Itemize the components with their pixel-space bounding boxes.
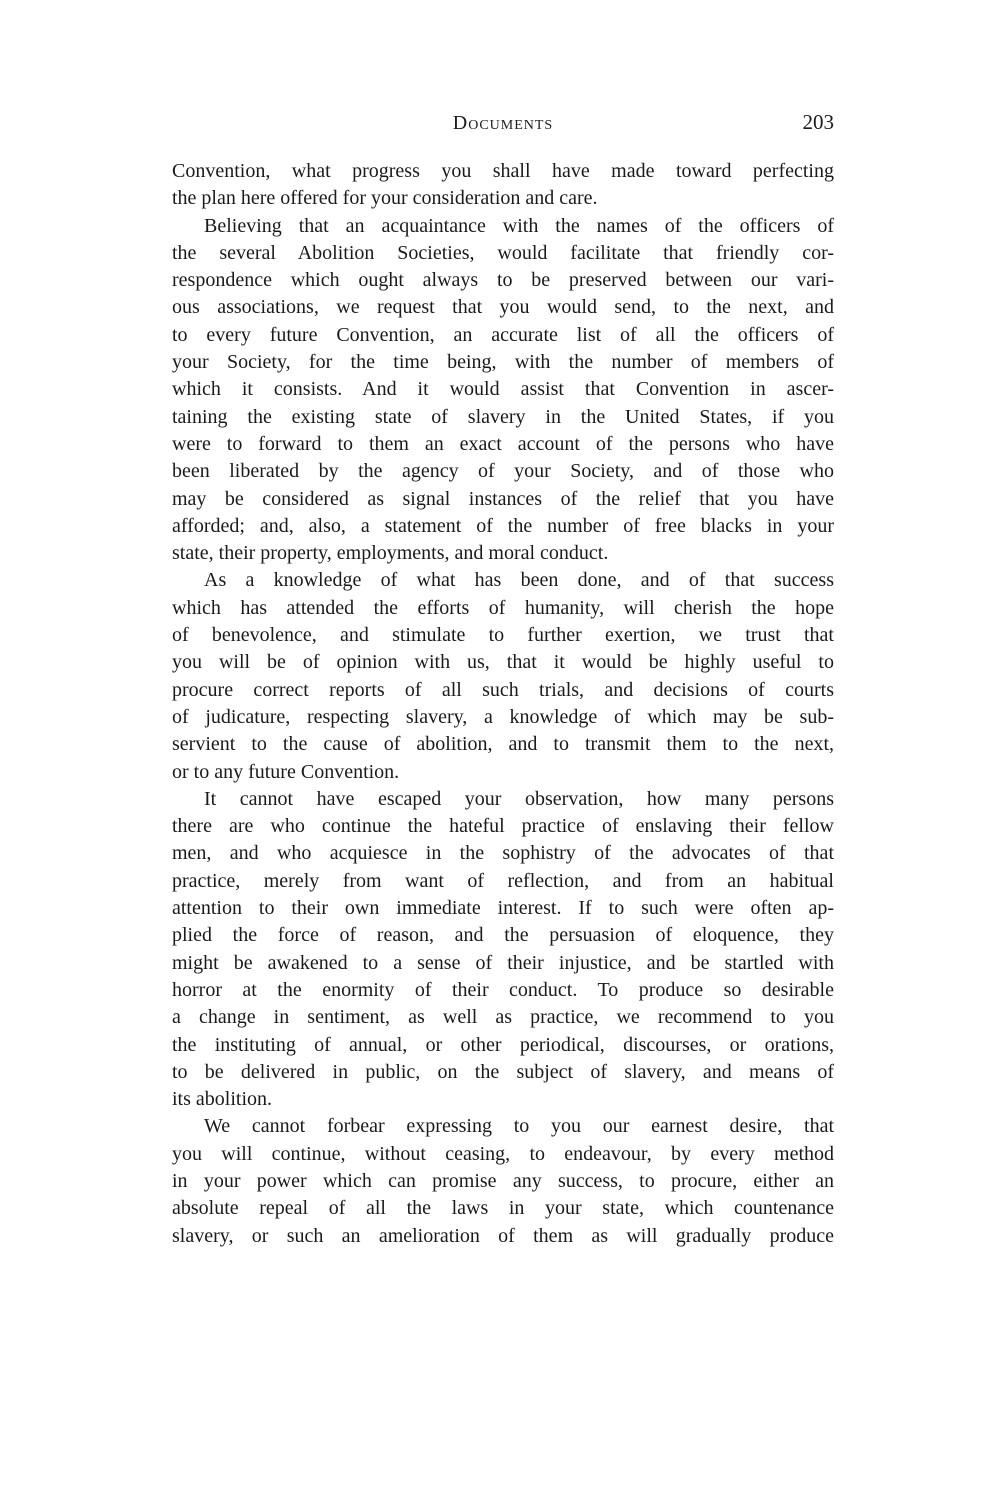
text-line: of judicature, respecting slavery, a knowledge of which may be sub-: [172, 705, 834, 728]
text-line: Believing that an acquaintance with the names of the officers of: [204, 214, 834, 237]
text-line: you will continue, without ceasing, to endeavour, by every method: [172, 1142, 834, 1165]
paragraph: [172, 158, 834, 213]
text-line: absolute repeal of all the laws in your state, which countenance: [172, 1197, 834, 1220]
text-line: men, and who acquiesce in the sophistry of the advocates of that: [172, 842, 834, 865]
text-line: afforded; and, also, a statement of the number of free blacks in your: [172, 514, 834, 537]
paragraph: [172, 567, 834, 785]
text-line: there are who continue the hateful practice of enslaving their fellow: [172, 815, 834, 838]
text-line: It cannot have escaped your observation, how many persons: [204, 787, 834, 810]
text-line: slavery, or such an amelioration of them as will gradually produce: [172, 1224, 834, 1247]
text-line: the several Abolition Societies, would facilitate that friendly cor-: [172, 241, 834, 264]
text-line: We cannot forbear expressing to you our earnest desire, that: [204, 1115, 834, 1138]
text-line: practice, merely from want of reflection, and from an habitual: [172, 869, 834, 892]
running-head: [172, 104, 834, 144]
text-line: to be delivered in public, on the subject of slavery, and means of: [172, 1060, 834, 1083]
text-line: servient to the cause of abolition, and to transmit them to the next,: [172, 733, 834, 756]
text-line: which it consists. And it would assist that Convention in ascer-: [172, 378, 834, 401]
text-line: taining the existing state of slavery in the United States, if you: [172, 405, 834, 428]
text-line: in your power which can promise any success, to procure, either an: [172, 1169, 834, 1192]
book-page: [172, 104, 834, 1250]
body-text: [172, 158, 834, 1250]
text-line: horror at the enormity of their conduct. To produce so desirable: [172, 978, 834, 1001]
text-line: the instituting of annual, or other periodical, discourses, or orations,: [172, 1033, 834, 1056]
text-line: state, their property, employments, and moral conduct.: [172, 542, 609, 565]
text-line: might be awakened to a sense of their injustice, and be startled with: [172, 951, 834, 974]
text-line: its abolition.: [172, 1088, 272, 1111]
paragraph: [172, 786, 834, 1114]
text-line: procure correct reports of all such trials, and decisions of courts: [172, 678, 834, 701]
text-line: respondence which ought always to be preserved between our vari-: [172, 269, 834, 292]
text-line: attention to their own immediate interest. If to such were often ap-: [172, 897, 834, 920]
text-line: may be considered as signal instances of the relief that you have: [172, 487, 834, 510]
text-line: to every future Convention, an accurate list of all the officers of: [172, 323, 834, 346]
text-line: your Society, for the time being, with the number of members of: [172, 351, 834, 374]
text-line: ous associations, we request that you would send, to the next, and: [172, 296, 834, 319]
text-line: plied the force of reason, and the persuasion of eloquence, they: [172, 924, 834, 947]
text-line: you will be of opinion with us, that it would be highly useful to: [172, 651, 834, 674]
text-line: or to any future Convention.: [172, 760, 400, 783]
text-line: Convention, what progress you shall have made toward perfecting: [172, 160, 834, 182]
text-line: been liberated by the agency of your Society, and of those who: [172, 460, 834, 483]
running-title: Documents: [452, 112, 554, 134]
page-number: 203: [802, 110, 834, 134]
text-line: As a knowledge of what has been done, and of that success: [204, 569, 834, 592]
text-line: of benevolence, and stimulate to further exertion, we trust that: [172, 624, 834, 647]
text-line: were to forward to them an exact account of the persons who have: [172, 432, 834, 455]
text-line: which has attended the efforts of humanity, will cherish the hope: [172, 596, 834, 619]
text-line: the plan here offered for your consideration and care.: [172, 187, 598, 210]
text-line: a change in sentiment, as well as practice, we recommend to you: [172, 1006, 834, 1029]
paragraph: [172, 213, 834, 568]
paragraph: [172, 1113, 834, 1249]
